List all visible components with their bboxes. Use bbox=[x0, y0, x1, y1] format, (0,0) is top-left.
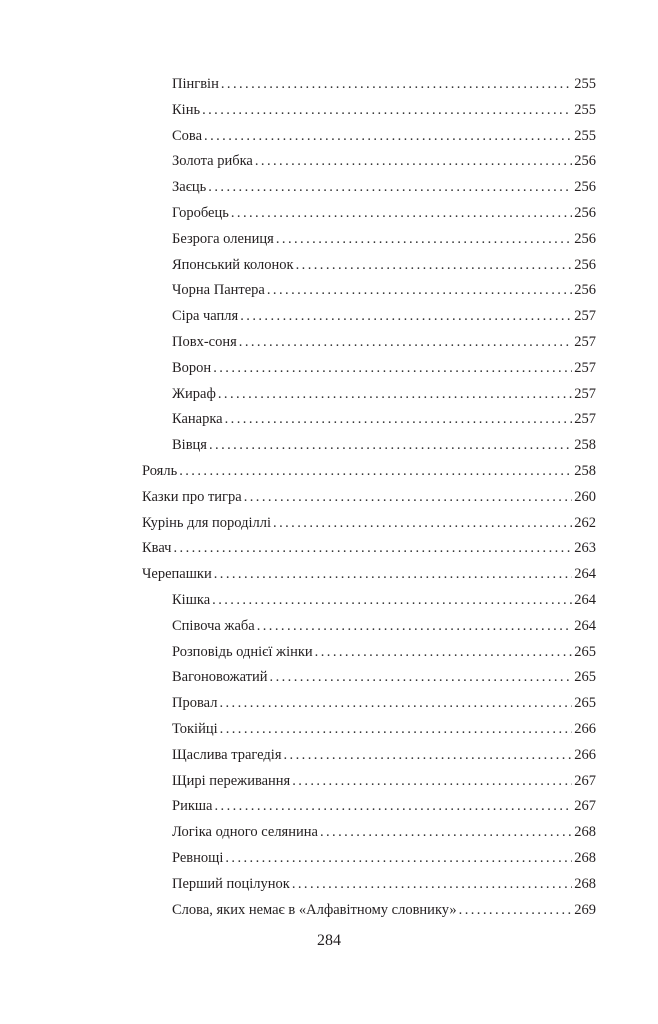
dot-leader bbox=[292, 769, 572, 795]
toc-entry bbox=[142, 201, 596, 227]
toc-entry-title: Сіра чапля bbox=[172, 308, 239, 325]
dot-leader bbox=[202, 98, 572, 124]
toc-entry-page: 268 bbox=[574, 849, 596, 866]
toc-entry-title: Квач bbox=[142, 540, 172, 557]
toc-entry-title: Вагоновожатий bbox=[172, 669, 268, 686]
toc-entry bbox=[142, 898, 596, 924]
toc-entry-page: 256 bbox=[574, 153, 596, 170]
toc-entry-title: Курінь для породіллі bbox=[142, 514, 272, 531]
toc-entry-page: 257 bbox=[574, 385, 596, 402]
toc-entry-title: Провал bbox=[172, 695, 218, 712]
toc-entry bbox=[142, 588, 596, 614]
toc-entry-title: Черепашки bbox=[142, 566, 212, 583]
toc-entry-title: Жираф bbox=[172, 385, 216, 402]
toc-entry-page: 265 bbox=[574, 643, 596, 660]
toc-entry bbox=[142, 382, 596, 408]
toc-entry-page: 264 bbox=[574, 591, 596, 608]
toc-entry bbox=[142, 459, 596, 485]
dot-leader bbox=[240, 304, 572, 330]
toc-entry bbox=[142, 72, 596, 98]
toc-entry bbox=[142, 278, 596, 304]
toc-entry-title: Рояль bbox=[142, 462, 178, 479]
toc-entry-title: Токійці bbox=[172, 720, 218, 737]
toc-entry bbox=[142, 356, 596, 382]
toc-entry bbox=[142, 562, 596, 588]
toc-entry-page: 258 bbox=[574, 437, 596, 454]
toc-entry-page: 257 bbox=[574, 308, 596, 325]
dot-leader bbox=[204, 124, 572, 150]
toc-entry bbox=[142, 536, 596, 562]
toc-entry bbox=[142, 175, 596, 201]
toc-entry-title: Співоча жаба bbox=[172, 617, 255, 634]
dot-leader bbox=[276, 227, 572, 253]
toc-entry-title: Заєць bbox=[172, 179, 207, 196]
dot-leader bbox=[296, 253, 573, 279]
toc-entry-title: Кінь bbox=[172, 101, 201, 118]
toc-entry-page: 267 bbox=[574, 798, 596, 815]
toc-entry-title: Розповідь однієї жінки bbox=[172, 643, 313, 660]
dot-leader bbox=[220, 717, 573, 743]
toc-entry bbox=[142, 253, 596, 279]
dot-leader bbox=[459, 898, 573, 924]
toc-entry-page: 255 bbox=[574, 101, 596, 118]
toc-entry-title: Пінгвін bbox=[172, 76, 219, 92]
toc-entry bbox=[142, 407, 596, 433]
toc-entry-title: Перший поцілунок bbox=[172, 875, 290, 892]
dot-leader bbox=[179, 459, 572, 485]
toc-entry bbox=[142, 665, 596, 691]
dot-leader bbox=[320, 820, 572, 846]
toc-entry-page: 255 bbox=[574, 127, 596, 144]
toc-entry-title: Кішка bbox=[172, 591, 211, 608]
dot-leader bbox=[225, 846, 572, 872]
toc-entry-title: Японський колонок bbox=[172, 256, 294, 273]
toc-entry bbox=[142, 124, 596, 150]
toc-entry bbox=[142, 614, 596, 640]
dot-leader bbox=[315, 640, 573, 666]
toc-entry-page: 258 bbox=[574, 462, 596, 479]
toc-entry-title: Золота рибка bbox=[172, 153, 253, 170]
toc-entry-title: Щирі переживання bbox=[172, 772, 291, 789]
dot-leader bbox=[239, 330, 572, 356]
toc-entry-title: Слова, яких немає в «Алфавітному словнику» bbox=[172, 901, 457, 918]
toc-entry-title: Чорна Пантера bbox=[172, 282, 265, 299]
toc-entry-page: 264 bbox=[574, 617, 596, 634]
dot-leader bbox=[270, 665, 573, 691]
toc-entry-page: 267 bbox=[574, 772, 596, 789]
toc-entry bbox=[142, 640, 596, 666]
toc-entry-page: 266 bbox=[574, 720, 596, 737]
dot-leader bbox=[244, 485, 573, 511]
toc-entry-page: 260 bbox=[574, 488, 596, 505]
dot-leader bbox=[173, 536, 572, 562]
toc-entry bbox=[142, 98, 596, 124]
toc-entry bbox=[142, 743, 596, 769]
dot-leader bbox=[255, 149, 572, 175]
toc-entry-page: 256 bbox=[574, 282, 596, 299]
toc-entry-title: Рикша bbox=[172, 798, 213, 815]
toc-entry bbox=[142, 872, 596, 898]
toc-entry-page: 269 bbox=[574, 901, 596, 918]
toc-entry-page: 256 bbox=[574, 204, 596, 221]
toc-entry bbox=[142, 433, 596, 459]
toc-entry-page: 257 bbox=[574, 333, 596, 350]
page-number: 284 bbox=[317, 932, 341, 949]
toc-entry-page: 257 bbox=[574, 359, 596, 376]
dot-leader bbox=[214, 562, 573, 588]
toc-entry-page: 263 bbox=[574, 540, 596, 557]
dot-leader bbox=[284, 743, 573, 769]
toc-entry-title: Повх-соня bbox=[172, 333, 237, 350]
dot-leader bbox=[209, 433, 572, 459]
dot-leader bbox=[212, 588, 572, 614]
toc-entry bbox=[142, 846, 596, 872]
toc-entry-title: Логіка одного селянина bbox=[172, 824, 318, 841]
dot-leader bbox=[219, 691, 572, 717]
toc-entry-page: 256 bbox=[574, 256, 596, 273]
dot-leader bbox=[218, 382, 572, 408]
toc-entry-page: 262 bbox=[574, 514, 596, 531]
toc-entry-page: 268 bbox=[574, 875, 596, 892]
toc-entry-title: Горобець bbox=[172, 204, 229, 221]
toc-entry-page: 256 bbox=[574, 179, 596, 196]
toc-entry-title: Канарка bbox=[172, 411, 223, 428]
dot-leader bbox=[257, 614, 573, 640]
dot-leader bbox=[267, 278, 572, 304]
toc-entry-page: 257 bbox=[574, 411, 596, 428]
toc-entry-page: 256 bbox=[574, 230, 596, 247]
toc-entry-title: Ворон bbox=[172, 359, 212, 376]
toc-entry-page: 266 bbox=[574, 746, 596, 763]
toc-entry-page: 255 bbox=[574, 76, 596, 92]
dot-leader bbox=[208, 175, 572, 201]
dot-leader bbox=[213, 356, 572, 382]
toc-entry bbox=[142, 330, 596, 356]
toc-entry bbox=[142, 691, 596, 717]
toc-entry-page: 264 bbox=[574, 566, 596, 583]
dot-leader bbox=[273, 511, 572, 537]
dot-leader bbox=[231, 201, 572, 227]
toc-entry-title: Щаслива трагедія bbox=[172, 746, 282, 763]
toc-entry-page: 265 bbox=[574, 669, 596, 686]
toc-entry bbox=[142, 485, 596, 511]
toc-entry bbox=[142, 227, 596, 253]
toc-entry-title: Казки про тигра bbox=[142, 488, 242, 505]
toc-entry-title: Ревнощі bbox=[172, 849, 224, 866]
toc-entry-page: 268 bbox=[574, 824, 596, 841]
toc-entry-title: Безрога олениця bbox=[172, 230, 274, 247]
toc-entry bbox=[142, 304, 596, 330]
toc-entry bbox=[142, 820, 596, 846]
toc-entry bbox=[142, 769, 596, 795]
dot-leader bbox=[214, 794, 572, 820]
dot-leader bbox=[221, 72, 572, 98]
toc-entry bbox=[142, 794, 596, 820]
dot-leader bbox=[225, 407, 573, 433]
toc-entry-title: Вівця bbox=[172, 437, 207, 454]
table-of-contents bbox=[142, 72, 596, 923]
toc-entry bbox=[142, 149, 596, 175]
toc-entry-title: Сова bbox=[172, 127, 203, 144]
dot-leader bbox=[292, 872, 572, 898]
toc-entry bbox=[142, 717, 596, 743]
toc-entry bbox=[142, 511, 596, 537]
toc-entry-page: 265 bbox=[574, 695, 596, 712]
